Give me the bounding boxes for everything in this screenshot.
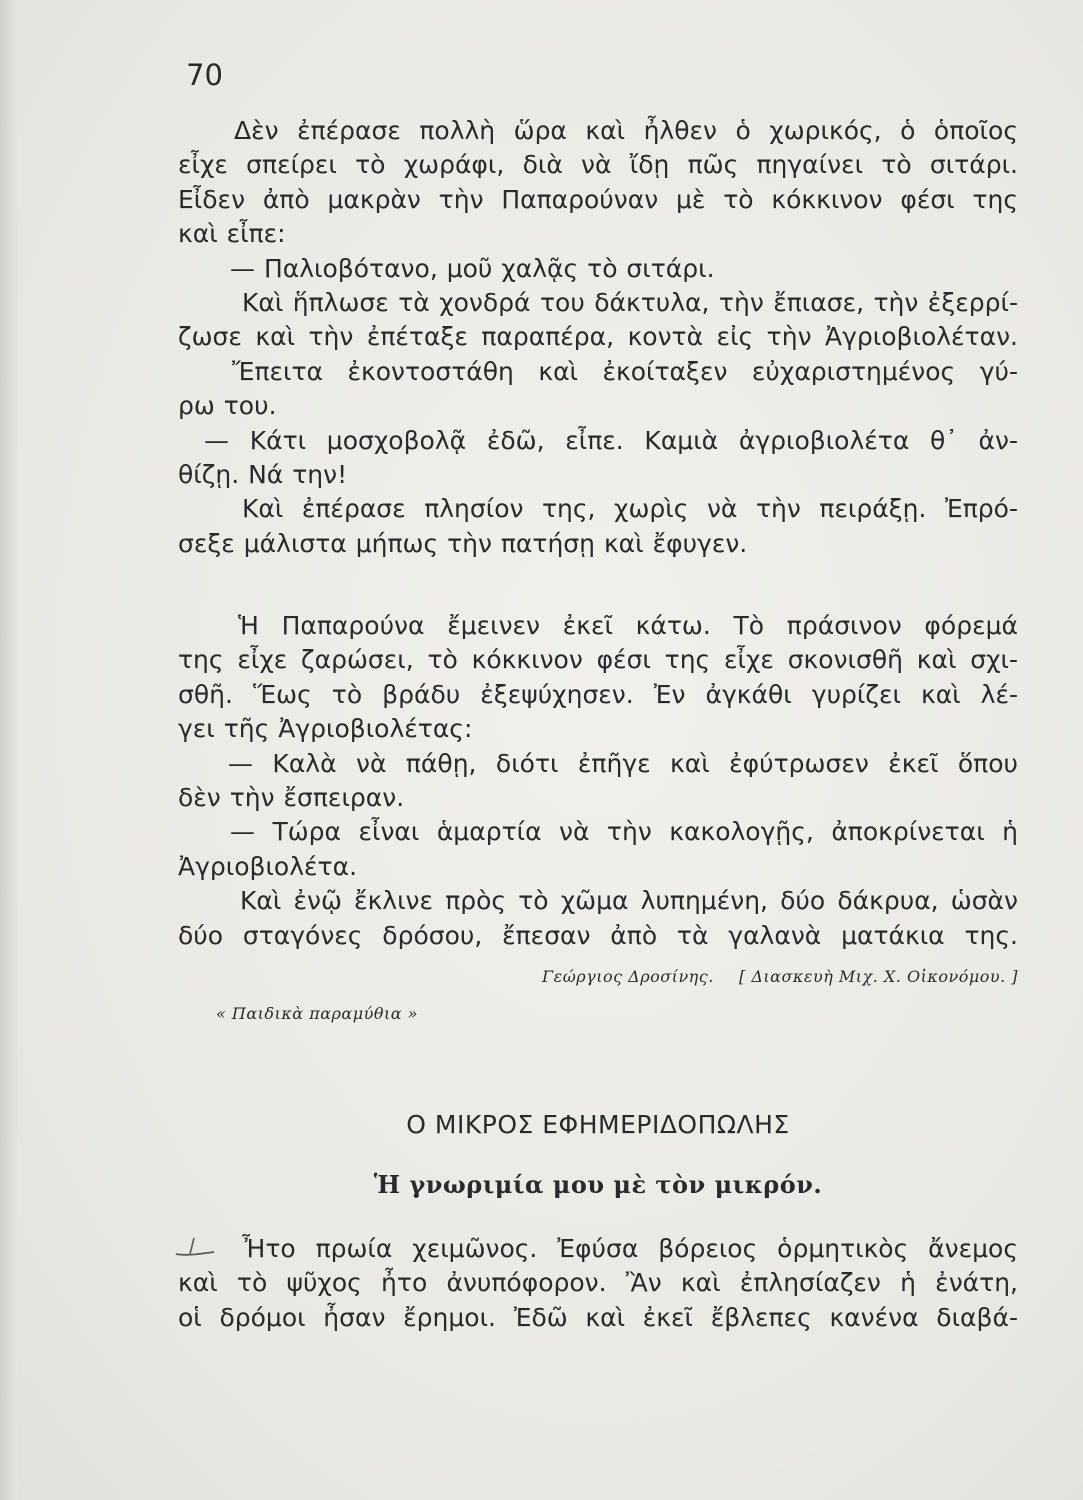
text-line: σθῆ. Ἕως τὸ βράδυ ἐξεψύχησεν. Ἐν ἀγκάθι γυρίζει καὶ λέ-: [178, 679, 1018, 709]
text-line: θίζῃ. Νά την!: [178, 459, 348, 489]
text-line: — Καλὰ νὰ πάθῃ, διότι ἐπῆγε καὶ ἐφύτρωσεν ἐκεῖ ὅπου: [228, 748, 1018, 778]
story-title: Ο ΜΙΚΡΟΣ ΕΦΗΜΕΡΙΔΟΠΩΛΗΣ: [406, 1110, 790, 1139]
text-line: — Παλιοβότανο, μοῦ χαλᾷς τὸ σιτάρι.: [230, 253, 715, 283]
text-line: εἶχε σπείρει τὸ χωράφι, διὰ νὰ ἴδῃ πῶς πηγαίνει τὸ σιτάρι.: [178, 150, 1018, 180]
text-line: ζωσε καὶ τὴν ἐπέταξε παραπέρα, κοντὰ εἰς τὴν Ἀγριοβιολέταν.: [178, 322, 1018, 352]
story-text-section-1: [178, 114, 1018, 561]
text-line: Ἔπειτα ἐκοντοστάθη καὶ ἐκοίταξεν εὐχαριστημένος γύ-: [232, 356, 1018, 386]
text-line: καὶ τὸ ψῦχος ἦτο ἀνυπόφορον. Ἂν καὶ ἐπλησίαζεν ἡ ἐνάτη,: [178, 1268, 1018, 1298]
text-line: καὶ εἶπε:: [178, 219, 286, 249]
source-title: « Παιδικὰ παραμύθια »: [216, 1004, 418, 1023]
text-line: Δὲν ἐπέρασε πολλὴ ὥρα καὶ ἦλθεν ὁ χωρικός, ὁ ὁποῖος: [234, 116, 1018, 145]
text-line: — Κάτι μοσχοβολᾷ ἐδῶ, εἶπε. Καμιὰ ἀγριοβιολέτα θ᾽ ἀν-: [204, 425, 1018, 455]
text-line: οἱ δρόμοι ἦσαν ἔρημοι. Ἐδῶ καὶ ἐκεῖ ἔβλεπες κανένα διαβά-: [178, 1302, 1018, 1332]
story-subtitle: Ἡ γνωριμία μου μὲ τὸν μικρόν.: [373, 1170, 823, 1199]
adaptation-credit: [ Διασκευὴ Μιχ. Χ. Οἰκονόμου. ]: [739, 967, 1018, 986]
text-line: δὲν τὴν ἔσπειραν.: [178, 782, 405, 812]
page-number: 70: [186, 58, 223, 92]
author-name: Γεώργιος Δροσίνης.: [542, 967, 714, 986]
text-line: γει τῆς Ἀγριοβιολέτας:: [178, 714, 473, 744]
text-line: — Τώρα εἶναι ἁμαρτία νὰ τὴν κακολογῇς, ἀποκρίνεται ἡ: [230, 817, 1018, 847]
text-line: Καὶ ἥπλωσε τὰ χονδρά του δάκτυλα, τὴν ἔπιασε, τὴν ἐξερρί-: [242, 287, 1018, 317]
text-line: ρω του.: [178, 391, 277, 421]
page-gutter: [0, 0, 18, 1500]
text-line: Ἦτο πρωία χειμῶνος. Ἐφύσα βόρειος ὁρμητικὸς ἄνεμος: [242, 1234, 1018, 1263]
text-line: σεξε μάλιστα μήπως τὴν πατήσῃ καὶ ἔφυγεν.: [178, 528, 748, 558]
story-text-section-2: [178, 609, 1018, 953]
text-line: Ἀγριοβιολέτα.: [178, 851, 358, 881]
story-text-section-3: [178, 1232, 1018, 1335]
text-line: Καὶ ἐπέρασε πλησίον της, χωρὶς νὰ τὴν πειράξῃ. Ἐπρό-: [242, 494, 1018, 524]
text-line: Εἶδεν ἀπὸ μακρὰν τὴν Παπαρούναν μὲ τὸ κόκκινον φέσι της: [178, 184, 1018, 214]
text-line: Καὶ ἐνῷ ἔκλινε πρὸς τὸ χῶμα λυπημένη, δύο δάκρυα, ὡσὰν: [240, 886, 1018, 916]
author-attribution: [178, 967, 1018, 986]
text-line: δύο σταγόνες δρόσου, ἔπεσαν ἀπὸ τὰ γαλανὰ ματάκια της.: [178, 920, 1018, 950]
text-line: της εἶχε ζαρώσει, τὸ κόκκινον φέσι της εἶχε σκονισθῆ καὶ σχι-: [178, 645, 1018, 675]
text-line: Ἡ Παπαρούνα ἔμεινεν ἐκεῖ κάτω. Τὸ πράσινον φόρεμά: [238, 611, 1018, 640]
